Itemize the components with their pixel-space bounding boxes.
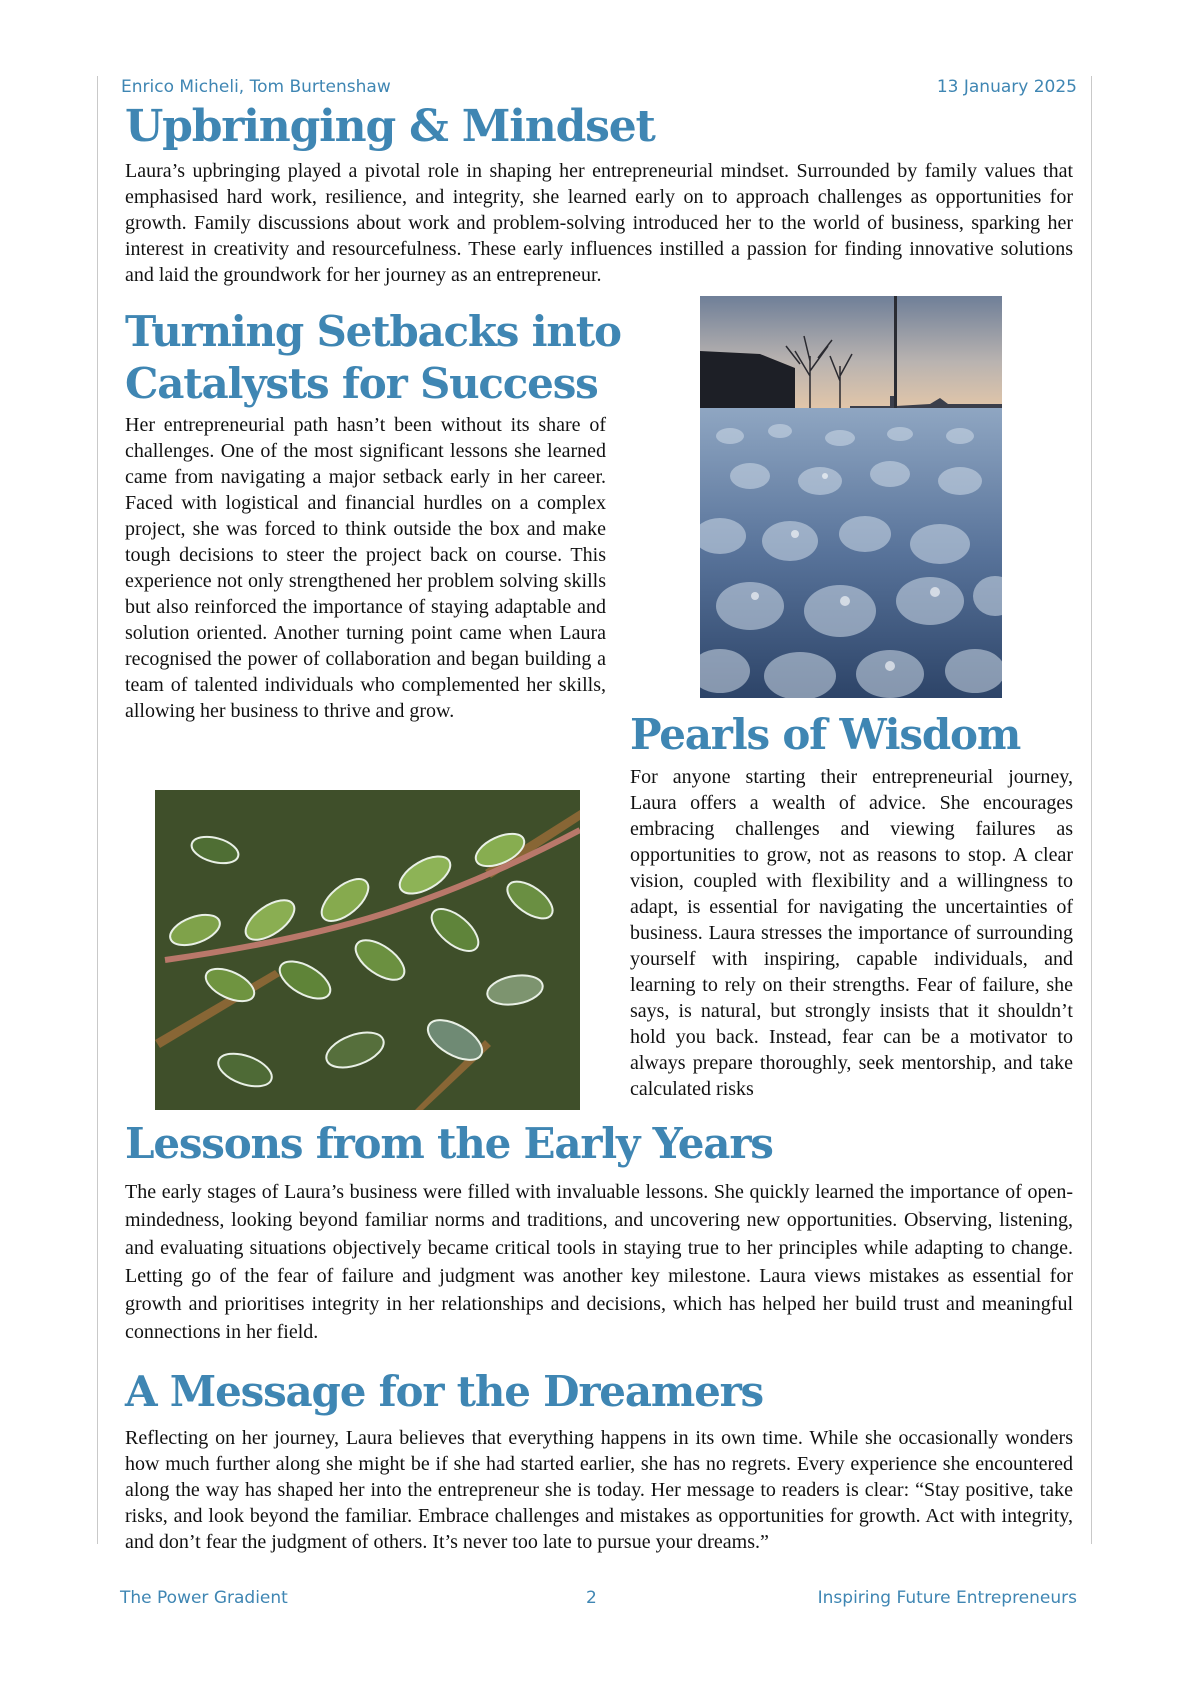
text-lessons: The early stages of Laura’s business were filled with invaluable lessons. She quickly learned the importance of open-mindedness, looking beyond familiar norms and traditions, and uncovering new opportunities. Observing, listening, and evaluating situations objectively became critical tools in staying true to her principles while adapting to change. Letting go of the fear of failure and judgment was another key milestone. Laura views mistakes as essential for growth and prioritises integrity in her relationships and decisions, which has helped her build trust and meaningful connections in her field.: [125, 1181, 1073, 1343]
footer-tagline: Inspiring Future Entrepreneurs: [817, 1588, 1077, 1608]
text-setbacks: Her entrepreneurial path hasn’t been without its share of challenges. One of the most significant lessons she learned came from navigating a major setback early in her career. Faced with logistical and financial hurdles on a complex project, she was forced to think outside the box and make tough decisions to steer the project back on course. This experience not only strengthened her problem solving skills but also reinforced the importance of staying adaptable and solution oriented. Another turning point came when Laura recognised the power of collaboration and began building a team of talented individuals who complemented her skills, allowing her business to thrive and grow.: [125, 414, 606, 722]
photo-frosted-leaves: [155, 790, 580, 1110]
heading-dreamers: A Message for the Dreamers: [125, 1367, 763, 1416]
right-margin-rule: [1091, 76, 1092, 1544]
text-upbringing: Laura’s upbringing played a pivotal role in shaping her entrepreneurial mindset. Surrounded by family values that emphasised hard work, resilience, and integrity, she learned early on to approach challenges as opportunities for growth. Family discussions about work and problem-solving introduced her to the world of business, sparking her interest in creativity and resourcefulness. These early influences instilled a passion for finding innovative solutions and laid the groundwork for her journey as an entrepreneur.: [125, 160, 1073, 286]
photo-frozen-field: [700, 296, 1002, 698]
header-authors: Enrico Micheli, Tom Burtenshaw: [121, 77, 391, 97]
header-date: 13 January 2025: [936, 77, 1077, 97]
footer-publication: The Power Gradient: [120, 1588, 288, 1608]
heading-upbringing: Upbringing & Mindset: [125, 101, 655, 152]
text-pearls: For anyone starting their entrepreneurial journey, Laura offers a wealth of advice. She encourages embracing challenges and viewing failures as opportunities to grow, not as reasons to stop. A clear vision, coupled with flexibility and a willingness to adapt, is essential for navigating the uncertainties of business. Laura stresses the importance of surrounding yourself with inspiring, capable individuals, and learning to rely on their strengths. Fear of failure, she says, is natural, but strongly insists that it shouldn’t hold you back. Instead, fear can be a motivator to always prepare thoroughly, seek mentorship, and take calculated risks: [630, 766, 1073, 1100]
heading-lessons: Lessons from the Early Years: [125, 1119, 773, 1168]
heading-pearls: Pearls of Wisdom: [630, 710, 1021, 759]
text-dreamers: Reflecting on her journey, Laura believes that everything happens in its own time. While she occasionally wonders how much further along she might be if she had started earlier, she has no regrets. Every experience she encountered along the way has shaped her into the entrepreneur she is today. Her message to readers is clear: “Stay positive, take risks, and look beyond the familiar. Embrace challenges and mistakes as opportunities for growth. Act with integrity, and don’t fear the judgment of others. It’s never too late to pursue your dreams.”: [125, 1427, 1073, 1553]
left-margin-rule: [97, 76, 98, 1544]
heading-setbacks: Turning Setbacks into Catalysts for Success: [125, 307, 621, 408]
footer-page-number: 2: [586, 1588, 597, 1608]
